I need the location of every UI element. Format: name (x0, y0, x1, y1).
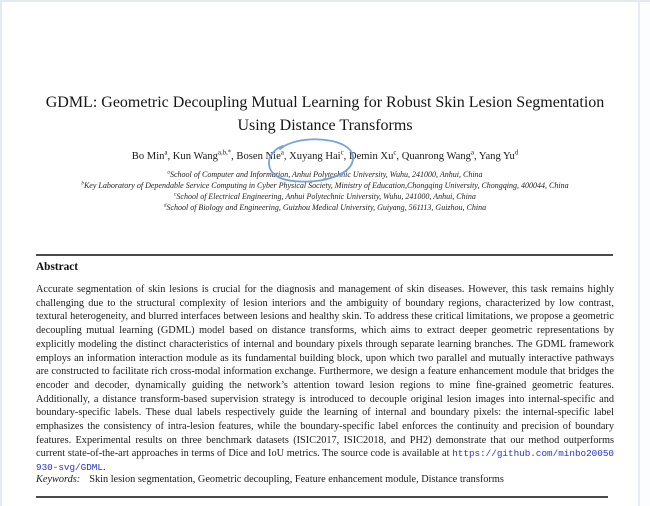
page-border-top (0, 0, 650, 2)
author: Quanrong Wang$^a$ (401, 149, 474, 162)
abstract-text (36, 283, 614, 475)
keywords-text: Skin lesion segmentation, Geometric decoupling, Feature enhancement module, Distance transforms (89, 474, 504, 485)
affiliation: $^a$School of Computer and Information, Anhui Polytechnic University, Wuhu, 241000, Anhui, China (167, 169, 483, 179)
author-list: Bo Min$^a$, Kun Wang$^{a,b,*}$, Bosen Nie$^a$, Xuyang Hai$^c$, Demin Xu$^c$, Quanrong Wang$^a$, Yang Yu$^d$ (131, 149, 519, 162)
page-edge-right-strip (640, 0, 650, 506)
paper-title-line1: GDML: Geometric Decoupling Mutual Learning for Robust Skin Lesion Segmentation (45, 94, 605, 111)
abstract-heading: Abstract (36, 261, 79, 273)
author: Kun Wang$^{a,b,*}$ (172, 149, 232, 162)
bottom-rule (36, 496, 608, 498)
source-code-link[interactable]: https://github.com/minbo20050930-svg/GDML (36, 448, 614, 474)
abstract-suffix: . (102, 462, 106, 474)
paper-title-line2: Using Distance Transforms (237, 116, 413, 134)
affiliation: $^c$School of Electrical Engineering, Anhui Polytechnic University, Wuhu, 241000, Anhui, China (174, 191, 476, 201)
author: Bo Min$^a$ (131, 149, 168, 162)
page-border-left (0, 0, 2, 506)
affiliation-list (0, 170, 650, 214)
author: Demin Xu$^c$ (348, 149, 397, 162)
keywords-line (36, 474, 610, 485)
affiliation: $^b$Key Laboratory of Dependable Service Computing in Cyber Physical Society, Ministry of Education,Chongqing University, Chongqing, 400044, China (81, 180, 569, 190)
page-border-right (638, 0, 640, 506)
author: Bosen Nie$^a$ (236, 149, 284, 162)
keywords-label: Keywords: (36, 474, 81, 485)
paper-title (20, 92, 630, 137)
abstract-body-text: Accurate segmentation of skin lesions is crucial for the diagnosis and management of skin diseases. However, this task remains highly challenging due to the structural complexity of lesion interiors and the ambiguity of boundary regions, characterized by low contrast, textural heterogeneity, and blurred interfaces between lesions and healthy skin. To address these critical limitations, we propose a geometric decoupling mutual learning (GDML) model based on distance transforms, which aims to extract deeper geometric representations by explicitly modeling the distinct characteristics of internal and boundary pixels through separate learning branches. The GDML framework employs an information interaction module as its fundamental building block, upon which two parallel and mutually interactive pathways are constructed to facilitate rich cross-modal information exchange. Furthermore, we design a feature enhancement module that bridges the encoder and decoder, dynamically guiding the network’s attention toward lesion regions to mine fine-grained geometric features. Additionally, a distance transform-based supervision strategy is introduced to decouple original lesion images into internal-specific and boundary-specific labels. These dual labels respectively guide the learning of internal and boundary pixels: the internal-specific label emphasizes the consistency of intra-lesion features, while the boundary-specific label enforces the continuity and precision of boundary features. Experimental results on three benchmark datasets (ISIC2017, ISIC2018, and PH2) demonstrate that our method outperforms current state-of-the-art approaches in terms of Dice and IoU metrics. The source code is available at (36, 284, 614, 460)
abstract-top-rule (36, 254, 613, 256)
author: Yang Yu$^d$ (478, 149, 519, 162)
author: Xuyang Hai$^c$ (289, 149, 344, 162)
affiliation: $^d$School of Biology and Engineering, Guizhou Medical University, Guiyang, 561113, Guizhou, China (163, 202, 487, 212)
